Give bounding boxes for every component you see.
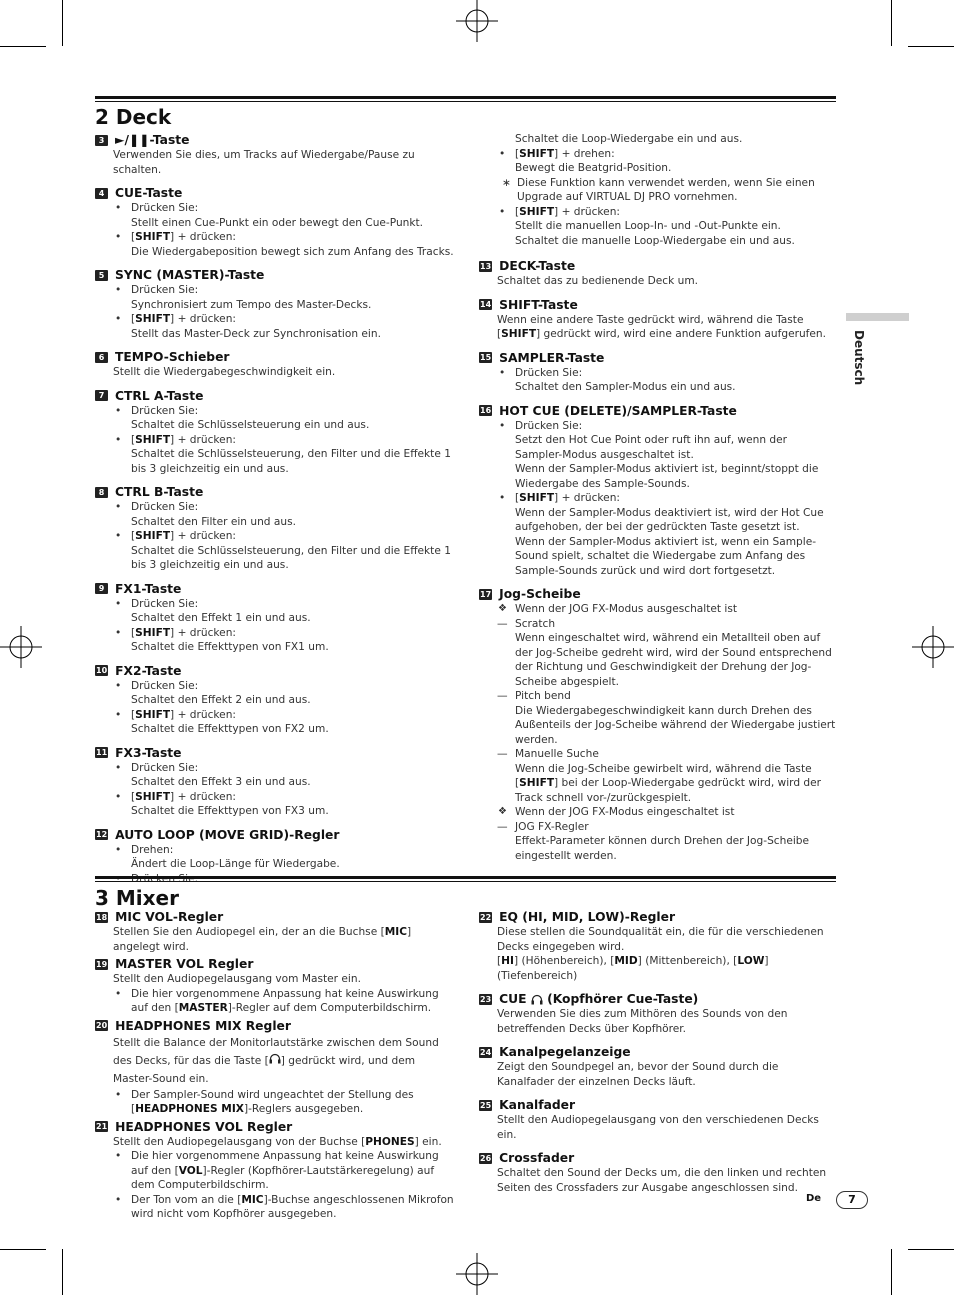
bullet-text: + drücken: [177,433,236,446]
bullet-text: Drücken Sie: [131,597,199,610]
item-number: 5 [95,270,108,281]
item-title: HEADPHONES MIX Regler [115,1018,291,1033]
item-number: 3 [95,135,108,146]
bullet-icon: • [115,843,122,856]
bullet-text: + drücken: [177,626,236,639]
bullet-detail: Bewegt die Beatgrid-Position. [515,162,672,174]
desc-text: ] angelegt wird. [113,926,412,953]
bullet-text: Drücken Sie: [131,202,199,214]
mode-item: Pitch bend [515,690,571,702]
mode-detail: Wenn eingeschaltet wird, während ein Metallteil oben auf der Jog-Scheibe gedreht wird, wird der Sound entsprechend der Richtung und Geschwindigkeit der Drehung der Jog-Scheibe abgespielt. [515,632,832,688]
dash-icon: — [497,617,508,630]
language-tab [846,313,909,321]
bullet-detail: Schaltet die Effekttypen von FX1 um. [131,641,329,653]
key-label: SHIFT [135,790,171,803]
item-title: Kanalfader [499,1098,576,1112]
deck-right-column [479,132,837,871]
item-number: 18 [96,912,108,922]
bullet-detail: Schaltet die Effekttypen von FX3 um. [131,805,329,817]
bullet-detail: Wenn der Sampler-Modus deaktiviert ist, wird der Hot Cue aufgehoben, der bei der gedrückten Taste gesetzt ist. [515,506,824,533]
key-label: SHIFT [135,708,171,721]
bullet-detail: Schaltet die Schlüsselsteuerung, den Filter und die Effekte 1 bis 3 gleichzeitig ein und aus. [131,544,451,571]
bullet-text: + drücken: [177,790,236,803]
desc-text: ] ein. [414,1135,442,1148]
desc-text: Stellt den Audiopegelausgang von der Buchse [ [113,1135,366,1148]
desc-text: Stellen Sie den Audiopegel ein, der an die Buchse [ [113,926,385,938]
key-label: SHIFT [519,777,555,789]
bullet-detail: Schaltet die Schlüsselsteuerung, den Filter und die Effekte 1 bis 3 gleichzeitig ein und aus. [131,448,451,475]
crop-mark [62,0,63,46]
desc-text: ] bei der Loop-Wiedergabe gedrückt wird, wird der Track schnell vor-/zurückgespielt. [515,777,822,804]
item-title: CTRL B-Taste [115,485,204,499]
section-rule [95,876,836,879]
crop-mark [0,1249,46,1250]
bullet-text: Drücken Sie: [131,284,199,296]
bullet-icon: • [115,679,122,692]
bullet-detail: Synchronisiert zum Tempo des Master-Decks. [131,298,372,311]
asterisk-icon: ∗ [502,176,511,189]
item-number: 16 [480,406,492,415]
item-title: Crossfader [499,1151,575,1165]
item-desc: Stellt die Wiedergabegeschwindigkeit ein. [113,366,336,378]
item-deck [479,258,837,289]
item-fx2: 10 FX2-Taste • Drücken Sie: Schaltet den Effekt 2 ein und aus. • [SHIFT] + drücken: Schaltet die Effekttypen von FX2 um. [95,663,455,737]
item-title: FX3-Taste [115,745,182,760]
bullet-icon: • [115,1088,122,1101]
item-channel-fader [479,1097,837,1142]
bullet-icon: • [499,419,506,432]
bullet-detail: Schaltet den Effekt 3 ein und aus. [131,776,311,788]
item-desc: Verwenden Sie dies, um Tracks auf Wiedergabe/Pause zu schalten. [113,149,415,176]
bullet-text: Drücken Sie: [515,419,583,432]
desc-text: Stellt die Balance der Monitorlautstärke zwischen dem Sound des Decks, für das die Taste [ [113,1036,439,1067]
bullet-icon: • [115,708,122,721]
headphones-icon [269,1053,281,1064]
registration-mark-icon [0,626,42,668]
key-label: PHONES [365,1135,415,1148]
key-label: HEADPHONES MIX [135,1103,244,1115]
item-title: SHIFT-Taste [499,297,578,312]
item-level-meter [479,1044,837,1089]
item-title: AUTO LOOP (MOVE GRID)-Regler [115,827,340,842]
item-eq [479,909,837,983]
desc-text: (Mittenbereich), [645,955,730,967]
key-label: SHIFT [519,492,555,504]
language-label: Deutsch [852,330,866,386]
bullet-icon: • [499,366,506,379]
bullet-text: Die hier vorgenommene Anpassung hat keine Auswirkung auf den [ [131,1150,439,1177]
crop-mark [908,1249,954,1250]
item-number: 13 [480,261,492,271]
item-number: 19 [96,959,108,969]
desc-text: (Tiefenbereich) [497,969,578,982]
item-desc: Schaltet das zu bedienende Deck um. [497,275,699,287]
bullet-icon: • [115,501,122,513]
item-title: ►/❚❚-Taste [115,133,190,147]
bullet-text: Drücken Sie: [131,501,199,513]
bullet-detail: Schaltet den Effekt 2 ein und aus. [131,694,311,706]
bullet-detail: Stellt einen Cue-Punkt ein oder bewegt den Cue-Punkt. [131,216,424,229]
item-number: 22 [480,912,492,922]
bullet-icon: • [115,231,122,243]
item-desc: [HI] (Höhenbereich), [MID] (Mittenbereich), [LOW] (Tiefenbereich) [497,955,769,982]
mode-item: Scratch [515,617,556,630]
item-cue-headphones [479,991,837,1036]
bullet-icon: • [115,597,122,610]
item-sync: 5 SYNC (MASTER)-Taste • Drücken Sie: Synchronisiert zum Tempo des Master-Decks. • [SHIFT] + drücken: Stellt das Master-Deck zur Synchronisation ein. [95,267,455,341]
bullet-text: + drücken: [177,530,236,542]
mode-item: JOG FX-Regler [515,820,589,833]
crop-mark [891,0,892,46]
item-cue: 4 CUE-Taste • Drücken Sie: Stellt einen Cue-Punkt ein oder bewegt den Cue-Punkt. • [SHIFT] + drücken: Die Wiedergabeposition bewegt sich zum Anfang des Tracks. [95,185,455,259]
bullet-detail: Schaltet die Effekttypen von FX2 um. [131,723,329,735]
item-title: Jog-Scheibe [499,587,581,601]
key-label: SHIFT [519,147,555,160]
item-master-vol [95,956,455,1016]
desc-text: ] gedrückt wird, und dem Master-Sound ein. [113,1054,416,1085]
registration-mark-icon [912,626,954,668]
bullet-text: Drücken Sie: [131,679,199,692]
bullet-icon: • [115,404,122,417]
item-number: 23 [480,994,492,1004]
item-fx1: 9 FX1-Taste • Drücken Sie: Schaltet den Effekt 1 ein und aus. • [SHIFT] + drücken: Schaltet die Effekttypen von FX1 um. [95,581,455,655]
bullet-text: Drücken Sie: [131,404,199,417]
bullet-text: + drehen: [561,147,615,160]
bullet-text: ]-Buchse angeschlossenen Mikrofon wird nicht vom Kopfhörer ausgegeben. [131,1193,454,1220]
item-tempo [95,349,455,380]
bullet-icon: • [115,313,122,325]
crop-mark [908,46,954,47]
item-sampler [479,350,837,395]
item-play-pause [95,132,455,177]
deck-left-column [95,132,455,894]
item-fx3: 11 FX3-Taste • Drücken Sie: Schaltet den Effekt 3 ein und aus. • [SHIFT] + drücken: Schaltet die Effekttypen von FX3 um. [95,745,455,819]
section-rule [95,96,836,99]
bullet-text: Der Ton vom an die [ [131,1193,242,1206]
item-title: CUE [499,992,527,1006]
bullet-icon: • [115,761,122,774]
item-desc: Stellt den Audiopegelausgang vom Master ein. [113,973,361,985]
bullet-detail: Schaltet die Loop-Wiedergabe ein und aus. [515,133,743,145]
item-desc: Stellt den Audiopegelausgang von den verschiedenen Decks ein. [497,1114,819,1141]
bullet-detail: Stellt das Master-Deck zur Synchronisation ein. [131,327,381,340]
bullet-icon: • [115,1193,122,1206]
mode-detail: Effekt-Parameter können durch Drehen der Jog-Scheibe eingestellt werden. [515,835,810,862]
key-label: VOL [178,1164,203,1177]
key-label: SHIFT [135,313,171,325]
item-title: SYNC (MASTER)-Taste [115,268,265,282]
key-label: SHIFT [519,205,555,218]
item-desc: Schaltet den Sound der Decks um, die den linken und rechten Seiten des Crossfaders zur Ausgabe angeschlossen sind. [497,1167,827,1194]
bullet-icon: • [115,1150,122,1162]
bullet-icon: • [115,626,122,639]
bullet-detail: Schaltet die Schlüsselsteuerung ein und aus. [131,419,370,431]
bullet-icon: • [499,205,506,218]
item-number: 17 [480,589,492,599]
bullet-text: + drücken: [561,492,620,504]
section-title-deck: 2 Deck [95,105,172,129]
item-number: 8 [95,487,108,498]
item-number: 24 [480,1047,492,1057]
bullet-text: ]-Regler auf dem Computerbildschirm. [227,1002,432,1014]
bullet-detail: Die Wiedergabeposition bewegt sich zum Anfang des Tracks. [131,245,454,258]
bullet-text: + drücken: [177,708,236,721]
item-crossfader [479,1150,837,1195]
desc-text: Wenn eine andere Taste gedrückt wird, während die Taste [ [497,313,804,340]
registration-mark-icon [456,0,498,42]
diamond-icon: ❖ [498,603,507,614]
crop-mark [0,46,46,47]
mixer-left-column [95,909,455,1230]
dash-icon: — [497,820,508,833]
bullet-detail: Setzt den Hot Cue Point oder ruft ihn auf, wenn der Sampler-Modus ausgeschaltet ist. [515,434,788,461]
item-number: 4 [95,188,108,199]
item-title: (Kopfhörer Cue-Taste) [547,992,699,1006]
mode-detail: Die Wiedergabegeschwindigkeit kann durch Drehen des Außenteils der Jog-Scheibe während der Wiedergabe justiert werden. [515,704,836,746]
bullet-detail: Schaltet den Effekt 1 ein und aus. [131,612,311,624]
page-number: 7 [836,1191,868,1209]
item-mic-vol [95,909,455,954]
bullet-detail: Stellt die manuellen Loop-In- und -Out-Punkte ein. [515,220,781,232]
item-title: FX2-Taste [115,663,182,678]
item-number: 15 [480,353,492,362]
item-headphones-vol [95,1119,455,1222]
item-desc [479,313,837,342]
item-title: Kanalpegelanzeige [499,1045,631,1059]
section-title-mixer: 3 Mixer [95,886,179,910]
bullet-detail: Wenn der Sampler-Modus aktiviert ist, wenn ein Sample-Sound spielt, schaltet die Wiedergabe zum Anfang des Sample-Sounds zurück und wird dort fortgesetzt. [515,535,817,577]
bullet-icon: • [115,987,122,1000]
item-desc: Diese stellen die Soundqualität ein, die für die verschiedenen Decks eingegeben wird. [497,926,824,953]
item-ctrl-a: 7 CTRL A-Taste • Drücken Sie: Schaltet die Schlüsselsteuerung ein und aus. • [SHIFT] + drücken: Schaltet die Schlüsselsteuerung, den Filter und die Effekte 1 bis 3 gleichzeitig ein und aus. [95,388,455,477]
bullet-icon: • [499,492,506,504]
footer-language: De [806,1193,822,1204]
desc-text: ] gedrückt wird, wird eine andere Funktion aufgerufen. [536,328,826,340]
item-title: EQ (HI, MID, LOW)-Regler [499,910,676,924]
key-label: MIC [384,926,407,938]
note-text: Diese Funktion kann verwendet werden, wenn Sie einen Upgrade auf VIRTUAL DJ PRO vornehmen. [517,176,815,203]
item-title: CTRL A-Taste [115,388,204,403]
item-number: 9 [95,583,108,594]
item-number: 20 [96,1021,108,1030]
registration-mark-icon [456,1253,498,1295]
item-title: HOT CUE (DELETE)/SAMPLER-Taste [499,403,737,418]
section-rule [95,881,836,882]
bullet-icon: • [115,202,122,214]
key-label: SHIFT [135,433,171,446]
item-title: MIC VOL-Regler [115,910,224,924]
key-label: HI [501,955,514,967]
mode-text: Wenn der JOG FX-Modus ausgeschaltet ist [515,603,738,615]
item-title: MASTER VOL Regler [115,957,254,971]
item-number: 12 [96,830,108,839]
bullet-text: + drücken: [177,313,236,325]
bullet-icon: • [115,433,122,446]
item-number: 21 [96,1122,108,1131]
bullet-text: ]-Reglers ausgegeben. [243,1103,364,1115]
bullet-icon: • [115,790,122,803]
key-label: SHIFT [501,328,537,340]
item-number: 26 [480,1153,492,1163]
bullet-text: + drücken: [177,231,236,243]
item-title: TEMPO-Schieber [115,350,230,364]
item-jog [479,586,837,863]
item-title: HEADPHONES VOL Regler [115,1119,293,1134]
bullet-icon: • [499,147,506,160]
item-number: 11 [96,748,108,757]
diamond-icon: ❖ [498,806,507,817]
dash-icon: — [497,748,508,760]
dash-icon: — [497,690,508,702]
bullet-text: Drücken Sie: [515,366,583,379]
headphones-icon [531,994,543,1005]
key-label: SHIFT [135,626,171,639]
bullet-detail: Ändert die Loop-Länge für Wiedergabe. [131,858,340,870]
item-number: 6 [95,352,108,363]
key-label: LOW [737,955,765,967]
bullet-text: + drücken: [561,205,620,218]
crop-mark [62,1249,63,1295]
item-desc: Verwenden Sie dies zum Mithören des Sounds von den betreffenden Decks über Kopfhörer. [497,1008,788,1035]
item-title: CUE-Taste [115,186,183,200]
desc-text: Wenn die Jog-Scheibe gewirbelt wird, während die Taste [ [515,762,812,789]
bullet-text: Drücken Sie: [131,761,199,774]
item-number: 14 [480,300,492,309]
bullet-text: ]-Regler (Kopfhörer-Lautstärkeregelung) auf dem Computerbildschirm. [131,1164,435,1191]
mode-text: Wenn der JOG FX-Modus eingeschaltet ist [515,806,735,818]
bullet-detail: Schaltet die manuelle Loop-Wiedergabe ein und aus. [515,234,795,247]
mode-item: Manuelle Suche [515,748,599,760]
item-title: SAMPLER-Taste [499,350,605,365]
desc-text: (Höhenbereich), [521,955,607,967]
item-shift [479,297,837,342]
mixer-right-column [479,909,837,1203]
section-rule [95,101,836,102]
item-desc [95,1034,455,1088]
item-headphones-mix [95,1018,455,1117]
bullet-detail: Schaltet den Sampler-Modus ein und aus. [515,381,736,393]
item-number: 10 [96,666,108,675]
bullet-text: Die hier vorgenommene Anpassung hat keine Auswirkung auf den [ [131,987,439,1014]
key-label: MASTER [178,1002,228,1014]
item-desc [95,1135,455,1150]
item-hot-cue: 16 HOT CUE (DELETE)/SAMPLER-Taste • Drücken Sie: Setzt den Hot Cue Point oder ruft ihn auf, wenn der Sampler-Modus ausgeschaltet ist. Wenn der Sampler-Modus aktiviert ist, beginnt/stoppt die Wiedergabe des Sample-Sounds. • [SHIFT] + drücken: Wenn der Sampler-Modus deaktiviert ist, wird der Hot Cue aufgehoben, der bei der gedrückten Taste gesetzt ist. Wenn der Sampler-Modus aktiviert ist, wenn ein Sample-Sound spielt, schaltet die Wiedergabe zum Anfang des Sample-Sounds zurück und wird dort fortgesetzt. [479,403,837,579]
item-auto-loop-continued: Schaltet die Loop-Wiedergabe ein und aus. • [SHIFT] + drehen: Bewegt die Beatgrid-Position. ∗ Diese Funktion kann verwendet werden, wenn Sie einen Upgrade auf VIRTUAL DJ PRO vornehmen. • [SHIFT] + drücken: Stellt die manuellen Loop-In- und -Out-Punkte ein. Schaltet die manuelle Loop-Wiedergabe ein und aus. [479,132,837,248]
item-desc [95,925,455,954]
crop-mark [891,1249,892,1295]
item-ctrl-b: 8 CTRL B-Taste • Drücken Sie: Schaltet den Filter ein und aus. • [SHIFT] + drücken: Schaltet die Schlüsselsteuerung, den Filter und die Effekte 1 bis 3 gleichzeitig ein und aus. [95,484,455,573]
bullet-text: Der Sampler-Sound wird ungeachtet der Stellung des [ [131,1088,414,1115]
key-label: MID [614,955,638,967]
bullet-text: Drehen: [131,843,174,856]
mode-detail [479,762,837,806]
item-number: 7 [95,390,108,401]
key-label: SHIFT [135,530,171,542]
item-desc: Zeigt den Soundpegel an, bevor der Sound durch die Kanalfader der einzelnen Decks läuft. [497,1061,779,1088]
bullet-detail: Schaltet den Filter ein und aus. [131,515,296,528]
bullet-icon: • [115,530,122,542]
bullet-detail: Wenn der Sampler-Modus aktiviert ist, beginnt/stoppt die Wiedergabe des Sample-Sounds. [515,463,819,490]
bullet-icon: • [115,284,122,296]
item-title: FX1-Taste [115,581,182,596]
key-label: SHIFT [135,231,171,243]
item-title: DECK-Taste [499,259,576,273]
key-label: MIC [241,1193,264,1206]
item-number: 25 [480,1100,492,1110]
